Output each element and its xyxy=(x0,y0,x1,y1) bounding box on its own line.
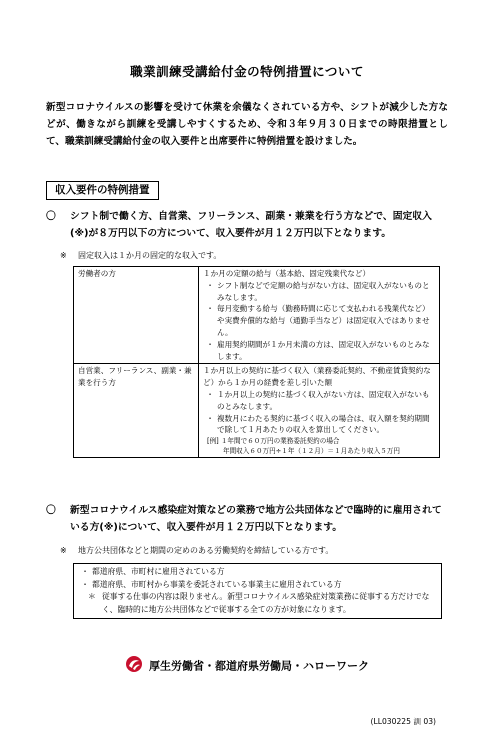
row-header-self-employed: 自営業、フリーランス、副業・兼業を行う方 xyxy=(74,364,199,458)
example-line-1: [例] １年間で６０万円の業務委託契約の場合 xyxy=(207,437,340,446)
row-content-self-employed xyxy=(199,364,440,458)
list-item: ・ 都道府県、市町村に雇用されている方 xyxy=(81,567,225,576)
note-text: 固定収入は１か月の固定的な収入です。 xyxy=(78,251,222,260)
row-header-workers: 労働者の方 xyxy=(74,267,199,364)
intro-paragraph: 新型コロナウイルスの影響を受けて休業を余儀なくされている方や、シフトが減少した方などが、働きながら訓練を受講しやすくするため、令和３年９月３０日までの時限措置として、職業訓練受講給付金の収入要件と出席要件に特例措置を設けました。 xyxy=(46,102,448,147)
row-content-workers xyxy=(199,267,440,364)
example-line-2: 年間収入６０万円÷１年（１２月）＝１月あたり収入５万円 xyxy=(223,447,400,456)
note-mark: ※ xyxy=(60,546,67,555)
list-item: ・ 都道府県、市町村から事業を委託されている事業主に雇用されている方 xyxy=(81,579,342,589)
fixed-income-note xyxy=(60,250,221,262)
employment-types-box xyxy=(73,563,442,619)
document-code: (LL030225 訓 03) xyxy=(370,717,436,726)
footer-text: 厚生労働省・都道府県労働局・ハローワーク xyxy=(149,659,369,673)
income-item-shift-workers xyxy=(46,208,448,242)
income-item-text: シフト制で働く方、自営業、フリーランス、副業・兼業を行う方などで、固定収入(※)が８万円以下の方について、収入要件が月１２万円以下となります。 xyxy=(70,211,432,239)
list-item: ・ １か月以上の契約に基づく収入がない方は、固定収入がないものとみなします。 xyxy=(206,389,430,411)
table-row xyxy=(74,267,440,364)
list-item: ・ 複数月にわたる契約に基づく収入の場合は、収入額を契約期間で除して１月あたりの収入を算出してください。 xyxy=(206,413,430,435)
page-title: 職業訓練受講給付金の特例措置について xyxy=(130,64,364,79)
fixed-income-table xyxy=(73,266,440,458)
list-item: ・ シフト制などで定額の給与がない方は、固定収入がないものとみなします。 xyxy=(206,280,430,302)
mhlw-logo-icon xyxy=(125,655,143,676)
note-mark: ※ xyxy=(60,251,67,260)
note-text: 地方公共団体などと期間の定めのある労働契約を締結している方です。 xyxy=(78,546,334,555)
list-item: ・ 雇用契約期間が１か月未満の方は、固定収入がないものとみなします。 xyxy=(206,339,430,361)
labor-contract-note xyxy=(60,545,333,557)
section-heading: 収入要件の特例措置 xyxy=(46,181,159,200)
row-main-text: １か月以上の契約に基づく収入（業務委託契約、不動産賃貸契約など）から１か月の経費を差し引いた額 xyxy=(203,366,431,388)
circle-bullet-icon: 〇 xyxy=(46,211,56,222)
footer-organizations xyxy=(0,655,494,676)
table-row xyxy=(74,364,440,458)
circle-bullet-icon: 〇 xyxy=(46,505,56,516)
income-item-local-government xyxy=(46,502,448,536)
asterisk-note: ＊ 従事する仕事の内容は限りません。新型コロナウイルス感染症対策業務に従事する方だけでなく、臨時的に地方公共団体などで従事する全ての方が対象になります。 xyxy=(88,592,430,614)
row-main-text: １か月の定額の給与（基本給、固定残業代など） xyxy=(203,269,371,278)
income-item-text: 新型コロナウイルス感染症対策などの業務で地方公共団体などで臨時的に雇用されている方(※)について、収入要件が月１２万円以下となります。 xyxy=(70,505,442,533)
list-item: ・ 毎月変動する給与（勤務時間に応じて支払われる残業代など）や実費弁償的な給与（通勤手当など）は固定収入ではありません。 xyxy=(206,304,430,337)
